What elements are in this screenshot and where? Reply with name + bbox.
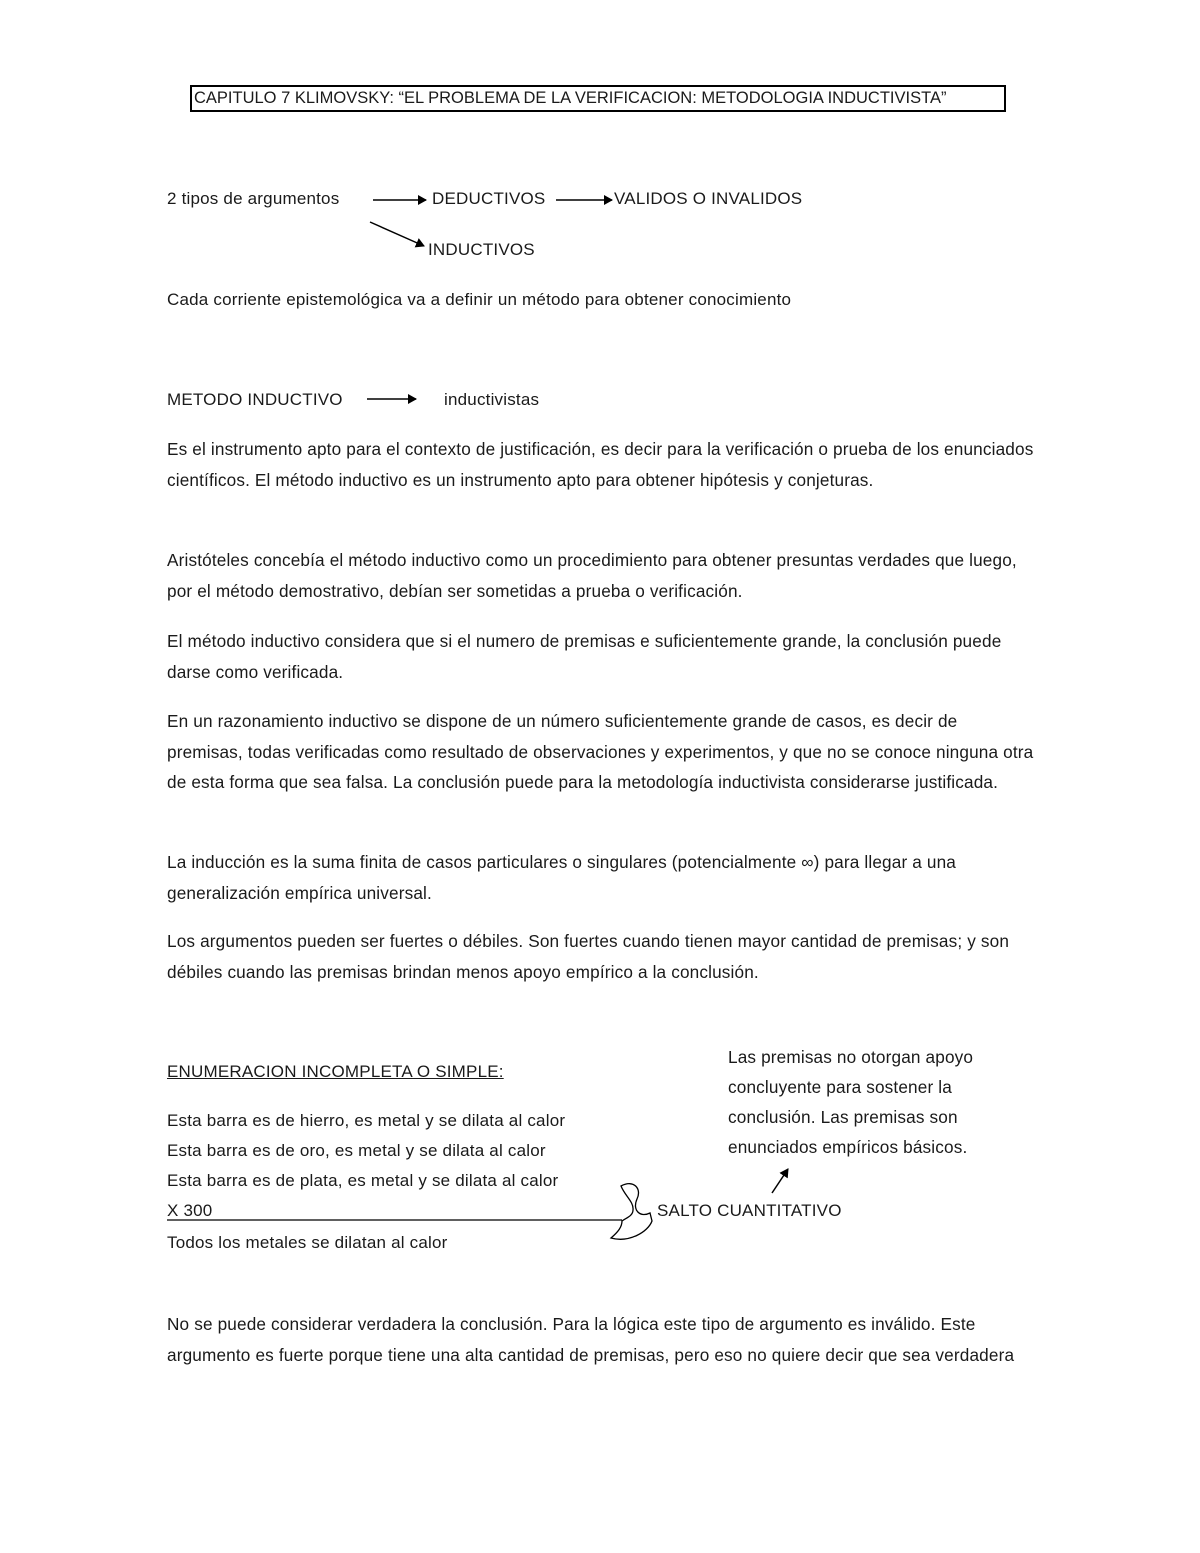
metodo-target: inductivistas bbox=[444, 390, 540, 409]
salto-label: SALTO CUANTITATIVO bbox=[657, 1201, 842, 1220]
diagram-root: 2 tipos de argumentos bbox=[167, 189, 340, 208]
arrow-to-inductivos bbox=[370, 222, 424, 246]
paragraph-4: En un razonamiento inductivo se dispone de un número suficientemente grande de casos, es decir de premisas, todas verificadas como resultado de observaciones y experimentos, y que no se conoce ninguna otra de esta forma que sea falsa. La conclusión puede para la metodología inductivista considerarse justificada. bbox=[167, 711, 1034, 792]
paragraph-2: Aristóteles concebía el método inductivo como un procedimiento para obtener presuntas verdades que luego, por el método demostrativo, debían ser sometidas a prueba o verificación. bbox=[167, 550, 1017, 601]
arrow-to-note bbox=[772, 1169, 788, 1193]
paragraph-6: Los argumentos pueden ser fuertes o débiles. Son fuertes cuando tienen mayor cantidad de premisas; y son débiles cuando las premisas brindan menos apoyo empírico a la conclusión. bbox=[167, 931, 1010, 982]
metodo-label: METODO INDUCTIVO bbox=[167, 390, 343, 409]
premisas-note: Las premisas no otorgan apoyo concluyente para sostener la conclusión. Las premisas son enunciados empíricos básicos. bbox=[728, 1047, 974, 1157]
intro-text: Cada corriente epistemológica va a definir un método para obtener conocimiento bbox=[167, 290, 792, 309]
paragraph-3: El método inductivo considera que si el numero de premisas e suficientemente grande, la conclusión puede darse como verificada. bbox=[167, 631, 1002, 682]
premise-1: Esta barra es de hierro, es metal y se dilata al calor bbox=[167, 1111, 566, 1130]
document-title: CAPITULO 7 KLIMOVSKY: “EL PROBLEMA DE LA VERIFICACION: METODOLOGIA INDUCTIVISTA” bbox=[190, 85, 1006, 112]
conclusion-text: Todos los metales se dilatan al calor bbox=[167, 1233, 448, 1252]
premise-3: Esta barra es de plata, es metal y se dilata al calor bbox=[167, 1171, 559, 1190]
closing-paragraph: No se puede considerar verdadera la conclusión. Para la lógica este tipo de argumento es inválido. Este argumento es fuerte porque tiene una alta cantidad de premisas, pero eso no quiere decir que sea verdadera bbox=[167, 1314, 1015, 1365]
premise-2: Esta barra es de oro, es metal y se dilata al calor bbox=[167, 1141, 546, 1160]
paragraph-1: Es el instrumento apto para el contexto de justificación, es decir para la verificación o prueba de los enunciados científicos. El método inductivo es un instrumento apto para obtener hipótesis y conjeturas. bbox=[167, 439, 1034, 490]
premise-count: X 300 bbox=[167, 1201, 213, 1220]
salto-curved-arrow bbox=[611, 1184, 652, 1240]
diagram-inductivos: INDUCTIVOS bbox=[428, 240, 535, 259]
diagram-validos: VALIDOS O INVALIDOS bbox=[614, 189, 803, 208]
paragraph-5: La inducción es la suma finita de casos particulares o singulares (potencialmente ∞) para llegar a una generalización empírica universal. bbox=[167, 852, 957, 903]
diagram-deductivos: DEDUCTIVOS bbox=[432, 189, 546, 208]
enumeracion-heading: ENUMERACION INCOMPLETA O SIMPLE: bbox=[167, 1062, 504, 1081]
